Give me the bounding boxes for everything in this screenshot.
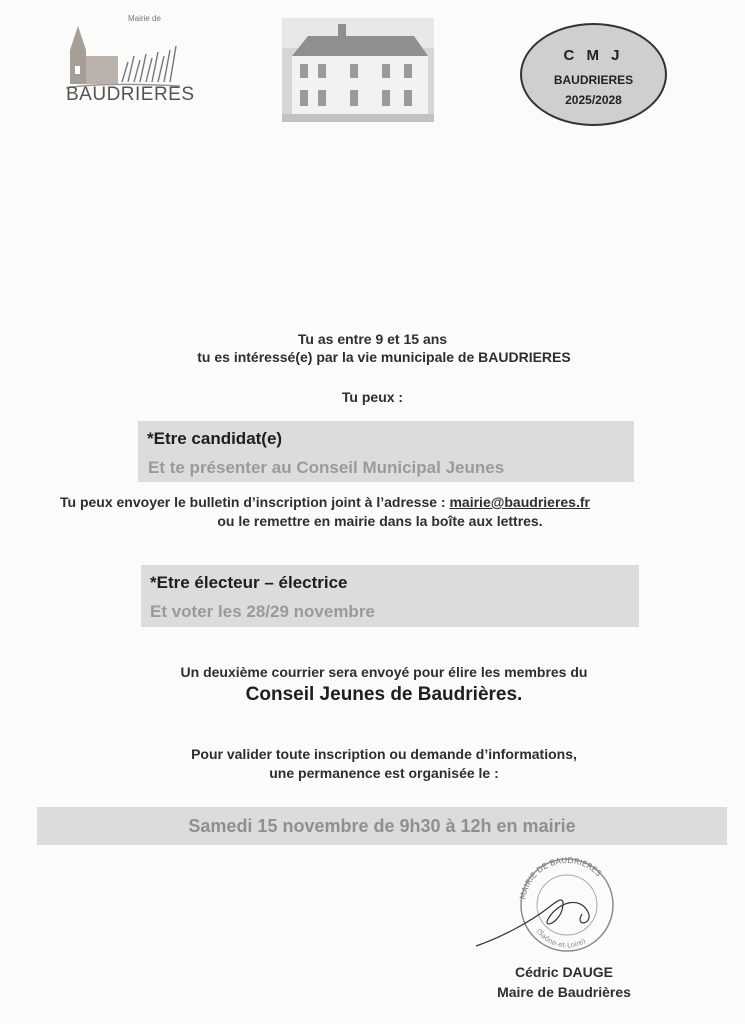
svg-text:(Saône-et-Loire) — [535, 927, 588, 949]
cmj-badge — [520, 23, 667, 126]
permanence-date: Samedi 15 novembre de 9h30 à 12h en mairie — [188, 816, 576, 836]
permanence-line-1: Pour valider toute inscription ou demande d’informations, — [191, 746, 577, 762]
email-link[interactable]: mairie@baudrieres.fr — [449, 494, 590, 510]
candidate-subtitle: Et te présenter au Conseil Municipal Jeunes — [148, 458, 505, 477]
badge-town: BAUDRIERES — [553, 73, 634, 87]
candidate-title: *Etre candidat(e) — [147, 429, 283, 448]
intro-line-1: Tu as entre 9 et 15 ans — [297, 331, 448, 347]
permanence-line-2: une permanence est organisée le : — [269, 765, 499, 781]
town-hall-photo — [282, 18, 434, 122]
intro-line-2: tu es intéressé(e) par la vie municipale de BAUDRIERES — [197, 349, 571, 365]
badge-acronym: C M J — [563, 47, 624, 64]
candidate-info-line-1 — [60, 494, 720, 510]
badge-years: 2025/2028 — [565, 93, 622, 107]
voter-title: *Etre électeur – électrice — [150, 573, 348, 592]
svg-text:MAIRIE DE BAUDRIERES — [518, 856, 603, 900]
candidate-box — [138, 421, 634, 482]
voter-box — [141, 565, 639, 627]
council-name: Conseil Jeunes de Baudrières. — [245, 684, 523, 705]
permanence-date-box — [37, 807, 727, 845]
signatory-name: Cédric DAUGE — [514, 964, 614, 980]
logo-name: BAUDRIERES — [66, 84, 195, 105]
official-stamp — [470, 850, 620, 960]
voter-subtitle: Et voter les 28/29 novembre — [150, 602, 375, 621]
stamp-subtext: (Saône-et-Loire) — [534, 927, 588, 950]
logo-subtitle: Mairie de — [128, 14, 161, 23]
stamp-text: MAIRIE DE BAUDRIERES — [518, 855, 604, 901]
second-mail-line-1: Un deuxième courrier sera envoyé pour élire les membres du — [180, 664, 588, 680]
candidate-info-line-2: ou le remettre en mairie dans la boîte aux lettres. — [217, 513, 543, 529]
candidate-info-prefix: Tu peux envoyer le bulletin d’inscription joint à l’adresse : — [60, 494, 450, 510]
intro-line-3: Tu peux : — [341, 389, 404, 405]
signatory-role: Maire de Baudrières — [497, 984, 631, 1000]
